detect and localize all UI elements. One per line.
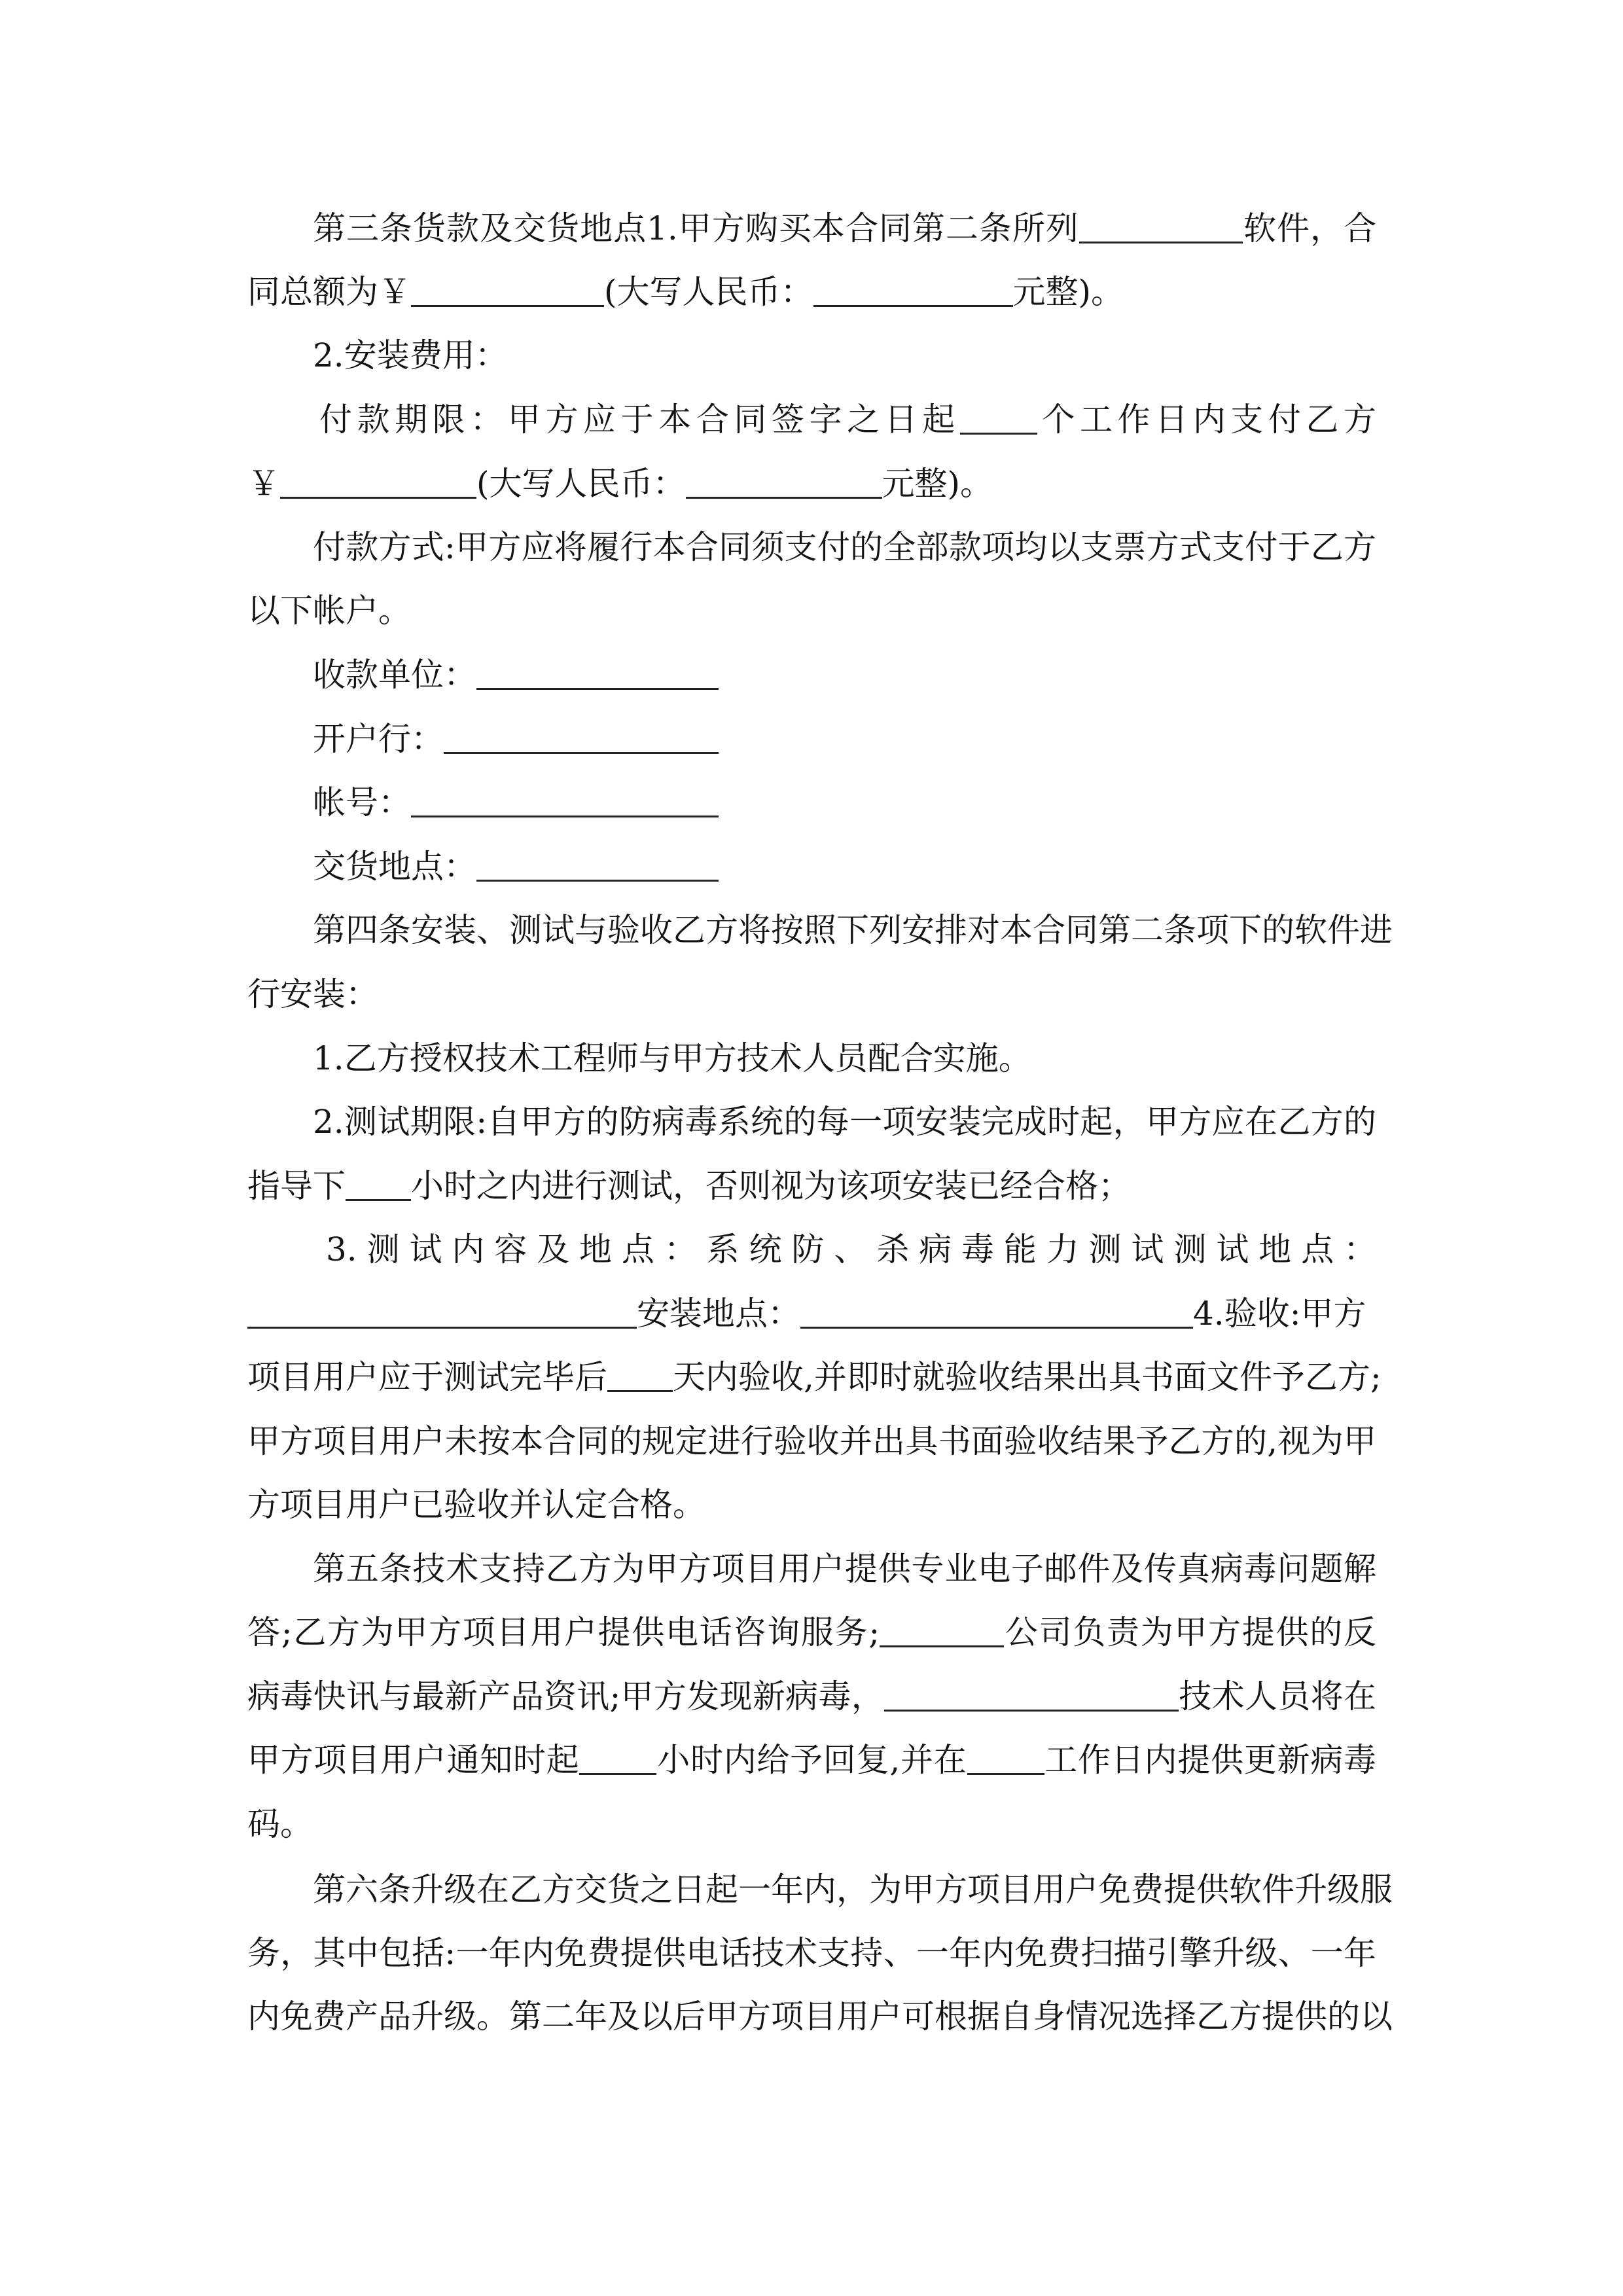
article5-line3: 病毒快讯与最新产品资讯;甲方发现新病毒， 技术人员将在 bbox=[247, 1677, 1376, 1715]
article4-item1: 1.乙方授权技术工程师与甲方技术人员配合实施。 bbox=[313, 1039, 1031, 1077]
article3-line2: 同总额为￥ (大写人民币： 元整)。 bbox=[247, 273, 1124, 311]
delivery-place-field[interactable] bbox=[476, 880, 719, 882]
update-days-field[interactable] bbox=[967, 1773, 1044, 1775]
article4-item4-line4: 方项目用户已验收并认定合格。 bbox=[247, 1486, 705, 1524]
article5-line5: 码。 bbox=[247, 1805, 313, 1843]
total-amount-uppercase-field[interactable] bbox=[813, 305, 1013, 307]
article3-line1: 第三条货款及交货地点1.甲方购买本合同第二条所列 软件，合 bbox=[313, 209, 1376, 247]
article4-item2-line2: 指导下 小时之内进行测试，否则视为该项安装已经合格； bbox=[247, 1167, 1131, 1205]
article5-line2: 答;乙方为甲方项目用户提供电话咨询服务; 公司负责为甲方提供的反 bbox=[247, 1613, 1376, 1651]
test-hours-field[interactable] bbox=[346, 1199, 411, 1201]
payment-amount-field[interactable] bbox=[280, 497, 476, 499]
article5-line4: 甲方项目用户通知时起 小时内给予回复,并在 工作日内提供更新病毒 bbox=[247, 1741, 1376, 1779]
payment-term-line: 付款期限：甲方应于本合同签字之日起 个工作日内支付乙方 bbox=[319, 401, 1377, 439]
article4-item3-line1: 3.测试内容及地点：系统防、杀病毒能力测试测试地点： bbox=[326, 1230, 1376, 1268]
company-name-field[interactable] bbox=[880, 1645, 1004, 1647]
payment-days-field[interactable] bbox=[960, 433, 1037, 435]
article6-line2: 务，其中包括:一年内免费提供电话技术支持、一年内免费扫描引擎升级、一年 bbox=[247, 1934, 1376, 1972]
article4-item4-line3: 甲方项目用户未按本合同的规定进行验收并出具书面验收结果予乙方的,视为甲 bbox=[247, 1422, 1376, 1460]
article5-line1: 第五条技术支持乙方为甲方项目用户提供专业电子邮件及传真病毒问题解 bbox=[313, 1550, 1376, 1588]
install-location-field[interactable] bbox=[800, 1327, 1193, 1329]
article4-line2: 行安装： bbox=[247, 975, 378, 1013]
payment-method-line2: 以下帐户。 bbox=[247, 592, 411, 630]
article6-line3: 内免费产品升级。第二年及以后甲方项目用户可根据自身情况选择乙方提供的以 bbox=[247, 1998, 1393, 2036]
article4-item4-line2: 项目用户应于测试完毕后 天内验收,并即时就验收结果出具书面文件予乙方; bbox=[247, 1358, 1382, 1396]
bank-line: 开户行： bbox=[313, 707, 1442, 771]
total-amount-field[interactable] bbox=[411, 305, 604, 307]
account-line: 帐号： bbox=[313, 770, 1442, 834]
payee-line: 收款单位： bbox=[313, 643, 1442, 707]
delivery-place-line: 交货地点： bbox=[313, 834, 1442, 899]
payment-amount-line: ￥ (大写人民币： 元整)。 bbox=[247, 465, 993, 503]
install-fee-heading: 2.安装费用： bbox=[313, 336, 508, 374]
tech-staff-field[interactable] bbox=[884, 1710, 1179, 1712]
software-name-field[interactable] bbox=[1079, 242, 1243, 243]
bank-field[interactable] bbox=[444, 752, 719, 754]
payee-field[interactable] bbox=[476, 688, 719, 690]
payment-method-line1: 付款方式:甲方应将履行本合同须支付的全部款项均以支票方式支付于乙方 bbox=[313, 528, 1376, 566]
article4-item3-line2: 安装地点： 4.验收:甲方 bbox=[247, 1282, 1376, 1346]
payment-amount-uppercase-field[interactable] bbox=[686, 497, 882, 499]
test-location-field[interactable] bbox=[247, 1327, 637, 1329]
acceptance-days-field[interactable] bbox=[607, 1390, 673, 1392]
reply-hours-field[interactable] bbox=[579, 1773, 656, 1775]
article6-line1: 第六条升级在乙方交货之日起一年内，为甲方项目用户免费提供软件升级服 bbox=[313, 1871, 1393, 1909]
account-field[interactable] bbox=[411, 816, 719, 817]
article4-item2-line1: 2.测试期限:自甲方的防病毒系统的每一项安装完成时起，甲方应在乙方的 bbox=[313, 1103, 1376, 1141]
article4-line1: 第四条安装、测试与验收乙方将按照下列安排对本合同第二条项下的软件进 bbox=[313, 911, 1393, 949]
